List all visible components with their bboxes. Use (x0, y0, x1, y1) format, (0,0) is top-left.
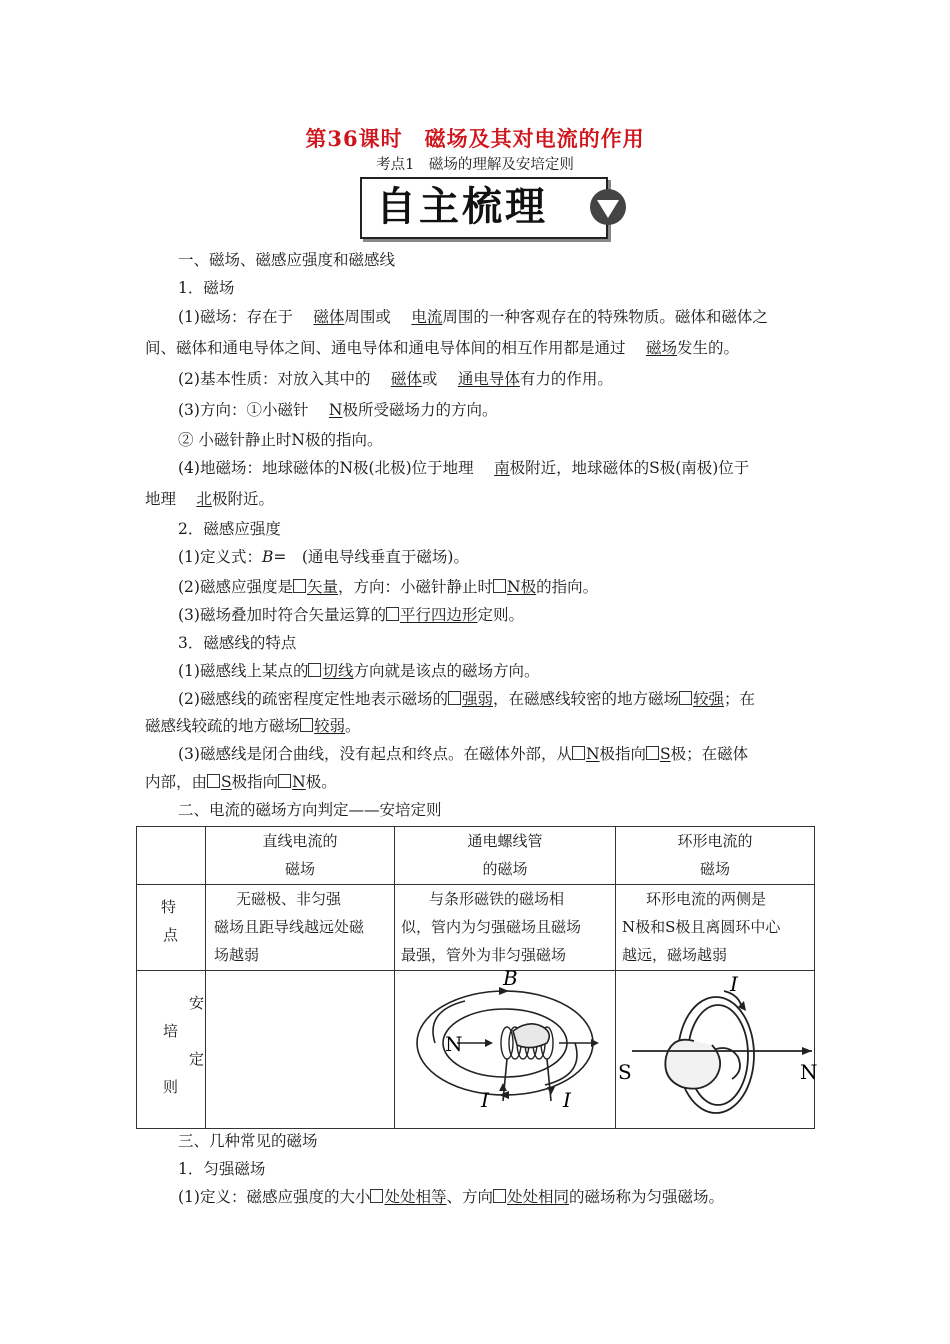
paragraph (178, 577, 598, 597)
paragraph (178, 661, 540, 681)
paragraph (145, 716, 361, 736)
paragraph (178, 605, 524, 625)
blank-box (308, 663, 321, 677)
blank-box (293, 579, 306, 593)
text: 定 (189, 1050, 205, 1068)
paragraph (178, 689, 755, 709)
text: (2)磁感应强度是 (178, 578, 293, 596)
answer: 切线 (322, 662, 354, 680)
label-S: S (618, 1060, 632, 1084)
answer: 处处相等 (384, 1188, 447, 1206)
text: 则 (163, 1078, 179, 1096)
solenoid-figure-cell (394, 966, 615, 1129)
answer: N (328, 401, 343, 419)
table-corner (137, 827, 206, 885)
text: 与条形磁铁的磁场相 (428, 890, 564, 908)
text: 极指向 (231, 773, 279, 791)
text: (3)方向：①小磁针 (178, 401, 309, 419)
text: 极指向 (599, 745, 647, 763)
magnetic-field-title: 1．磁场 (178, 279, 235, 297)
paragraph (145, 338, 739, 358)
text: 定则。 (477, 606, 524, 624)
text: 磁场 (699, 860, 730, 878)
answer: 电流 (411, 308, 443, 326)
table-cell (394, 885, 615, 971)
text: (3)磁感线是闭合曲线，没有起点和终点。在磁体外部，从 (178, 745, 572, 763)
text: (2)磁感线的疏密程度定性地表示磁场的 (178, 690, 448, 708)
label-I: I (730, 972, 738, 996)
symbol: B (261, 548, 274, 566)
paragraph (178, 369, 613, 389)
answer: 强弱 (461, 690, 493, 708)
label-N: N (444, 1032, 463, 1056)
text: 极附近，地球磁体的S极(南极)位于 (509, 459, 750, 477)
text: (1)磁场：存在于 (178, 308, 293, 326)
section1-heading: 一、磁场、磁感应强度和磁感线 (178, 251, 396, 269)
table-header (394, 827, 615, 885)
blank-box (386, 607, 399, 621)
text: 似，管内为匀强磁场且磁场 (400, 918, 581, 936)
text: 地理 (145, 490, 177, 508)
table-cell (205, 885, 394, 971)
paragraph (178, 1187, 724, 1207)
text: 极附近。 (211, 490, 274, 508)
row-label (137, 885, 206, 971)
paragraph (178, 547, 469, 567)
text: 磁感线较疏的地方磁场 (145, 717, 301, 735)
paragraph (178, 400, 497, 420)
text: 极。 (305, 773, 337, 791)
section3-heading: 三、几种常见的磁场 (178, 1132, 318, 1150)
straight-current-figure-cell (205, 971, 394, 1129)
paragraph (178, 744, 748, 764)
text: (4)地磁场：地球磁体的N极(北极)位于地理 (178, 459, 474, 477)
section-banner (360, 177, 608, 239)
text: ；在 (724, 690, 756, 708)
answer: 较强 (693, 690, 725, 708)
blank-box (572, 746, 585, 760)
label-I: I (480, 1088, 489, 1112)
text: 磁场 (284, 860, 315, 878)
blank-box (493, 579, 506, 593)
table-header (205, 827, 394, 885)
text: 点 (163, 926, 179, 944)
text: (1)定义：磁感应强度的大小 (178, 1188, 371, 1206)
text: 最强，管外为非匀强磁场 (400, 946, 566, 964)
text: 越远，磁场越弱 (622, 946, 728, 964)
text: 通电螺线管 (467, 832, 543, 850)
label-N: N (800, 1060, 818, 1084)
text: 场越弱 (213, 946, 259, 964)
text: 环形电流的 (677, 832, 753, 850)
text: 间、磁体和通电导体之间、通电导体和通电导体间的相互作用都是通过 (145, 339, 626, 357)
text: 或 (421, 370, 438, 388)
text: (3)磁场叠加时符合矢量运算的 (178, 606, 386, 624)
blank-box (448, 691, 461, 705)
text: 方向就是该点的磁场方向。 (353, 662, 540, 680)
blank-box (370, 1189, 383, 1203)
text: 磁场且距导线越远处磁 (213, 918, 364, 936)
text: 的磁场 (482, 860, 528, 878)
text: 的指向。 (536, 578, 599, 596)
field-lines-title: 3．磁感线的特点 (178, 634, 297, 652)
blank-box (646, 746, 659, 760)
uniform-field-title: 1．匀强磁场 (178, 1160, 266, 1178)
loop-current-figure-cell (616, 971, 818, 1129)
answer: 北 (196, 490, 212, 508)
text: 直线电流的 (262, 832, 338, 850)
section2-heading: 二、电流的磁场方向判定——安培定则 (178, 801, 442, 819)
answer: 平行四边形 (399, 606, 478, 624)
label-B: B (502, 966, 518, 990)
paragraph (145, 772, 337, 792)
table-cell (616, 885, 815, 971)
table-header (616, 827, 815, 885)
text: 安 (189, 994, 205, 1012)
blank-box (679, 691, 692, 705)
text: 发生的。 (676, 339, 739, 357)
text: 的磁场称为匀强磁场。 (569, 1188, 725, 1206)
text: 极；在磁体 (670, 745, 749, 763)
banner-text: 自主梳理 (376, 184, 548, 230)
text: 有力的作用。 (519, 370, 613, 388)
blank-box (278, 774, 291, 788)
text: ，方向：小磁针静止时 (337, 578, 493, 596)
answer: 处处相同 (507, 1188, 570, 1206)
paragraph (178, 307, 768, 327)
text: 内部，由 (145, 773, 208, 791)
blank-box (493, 1189, 506, 1203)
answer: 矢量 (306, 578, 338, 596)
page-title: 第36课时 磁场及其对电流的作用 (305, 126, 645, 151)
table-header-row (137, 827, 815, 885)
answer: 磁场 (645, 339, 677, 357)
answer: S (660, 745, 671, 763)
paragraph: ② 小磁针静止时N极的指向。 (178, 431, 383, 449)
answer: 磁体 (313, 308, 345, 326)
loop-current-figure (616, 971, 818, 1121)
answer: N (292, 773, 306, 791)
text: 。 (345, 717, 361, 735)
paragraph (178, 458, 749, 478)
blank-box (300, 718, 313, 732)
page-subtitle: 考点1 磁场的理解及安培定则 (376, 157, 574, 173)
text: = (通电导线垂直于磁场)。 (273, 548, 469, 566)
answer: 南 (494, 459, 510, 477)
answer: 通电导体 (457, 370, 520, 388)
row-label (137, 971, 206, 1129)
answer: 磁体 (390, 370, 422, 388)
text: (2)基本性质：对放入其中的 (178, 370, 371, 388)
text: (1)定义式： (178, 548, 262, 566)
text: 周围的一种客观存在的特殊物质。磁体和磁体之 (442, 308, 768, 326)
text: 特 (161, 898, 177, 916)
text: 培 (163, 1022, 179, 1040)
down-triangle-icon (588, 187, 628, 227)
ampere-rule-table (136, 826, 818, 1129)
text: N极和S极且离圆环中心 (622, 918, 781, 936)
answer: N极 (507, 578, 537, 596)
text: 无磁极、非匀强 (235, 890, 341, 908)
table-row (137, 971, 815, 1129)
answer: S (221, 773, 232, 791)
answer: N (585, 745, 600, 763)
text: (1)磁感线上某点的 (178, 662, 309, 680)
table-row (137, 885, 815, 971)
solenoid-figure (395, 966, 615, 1121)
induction-title: 2．磁感应强度 (178, 520, 281, 538)
text: 周围或 (344, 308, 391, 326)
label-I: I (562, 1088, 571, 1112)
text: ，在磁感线较密的地方磁场 (492, 690, 679, 708)
text: 、方向 (446, 1188, 493, 1206)
text: 环形电流的两侧是 (646, 890, 767, 908)
paragraph (145, 489, 274, 509)
answer: 较弱 (314, 717, 346, 735)
blank-box (207, 774, 220, 788)
text: 极所受磁场力的方向。 (342, 401, 498, 419)
